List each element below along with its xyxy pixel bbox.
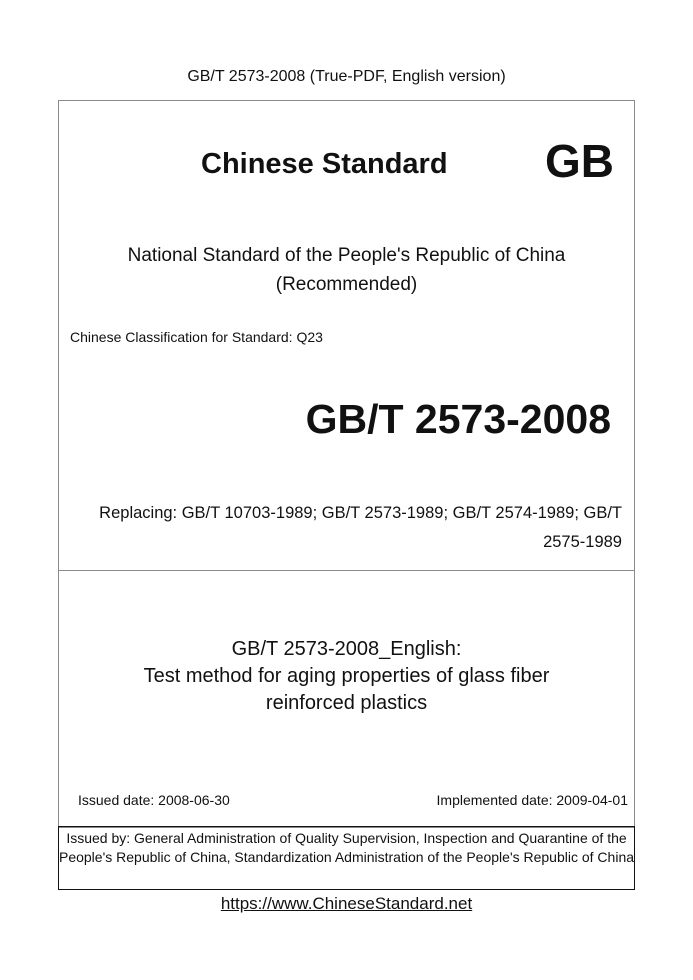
website-link[interactable]: https://www.ChineseStandard.net <box>220 894 473 913</box>
title-line-2: Test method for aging properties of glass fiber reinforced plastics <box>143 665 550 714</box>
document-title <box>58 636 635 717</box>
issued-date: Issued date: 2008-06-30 <box>78 792 230 808</box>
cover-heading: Chinese Standard <box>201 148 448 180</box>
replacing-standards: Replacing: GB/T 10703-1989; GB/T 2573-1989; GB/T 2574-1989; GB/T 2575-1989 <box>99 504 622 551</box>
page-header: GB/T 2573-2008 (True-PDF, English version) <box>187 68 506 85</box>
issued-by: Issued by: General Administration of Quality Supervision, Inspection and Quarantine of the People's Republic of China, Standardization Administration of the People's Republic of China <box>58 830 635 865</box>
national-standard-label <box>58 241 635 299</box>
classification: Chinese Classification for Standard: Q23 <box>70 329 323 345</box>
national-line-1: National Standard of the People's Republic of China <box>127 245 566 266</box>
implemented-date: Implemented date: 2009-04-01 <box>436 792 628 808</box>
gb-logo: GB <box>545 135 614 187</box>
standard-code: GB/T 2573-2008 <box>305 396 611 442</box>
title-line-1: GB/T 2573-2008_English: <box>231 638 462 660</box>
national-line-2: (Recommended) <box>275 274 418 295</box>
